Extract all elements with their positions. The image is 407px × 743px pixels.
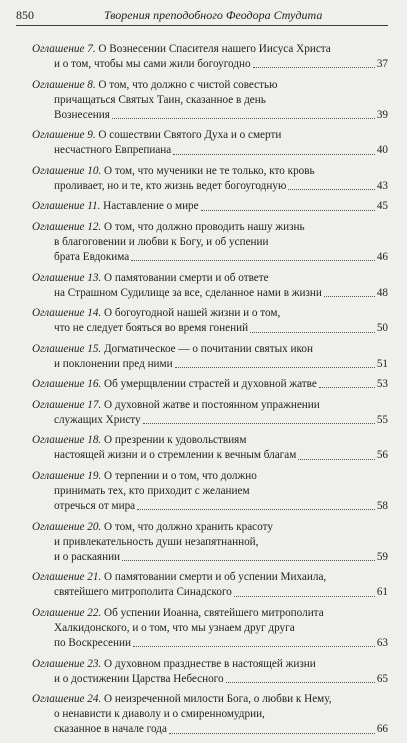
- toc-entry-line: [32, 621, 388, 636]
- toc-entry-line: [32, 57, 388, 72]
- toc-entry-page: 45: [376, 200, 388, 213]
- toc-entry-page: 55: [376, 413, 388, 426]
- toc-entry-line: [32, 657, 388, 672]
- toc-entry-label: Оглашение 11.: [32, 200, 101, 213]
- toc-entry-line: [32, 499, 388, 514]
- toc-entry-label: Оглашение 22.: [32, 606, 102, 619]
- toc-entry-line: [32, 636, 388, 651]
- toc-entry-label: Оглашение 13.: [32, 271, 102, 284]
- toc-entry-line: [32, 520, 388, 535]
- toc-entry-label: Оглашение 7.: [32, 43, 96, 55]
- toc-entry[interactable]: [32, 306, 388, 336]
- toc-entry-line: [32, 342, 388, 357]
- toc-entry-text: О духовной жатве и постоянном упражнении: [104, 398, 320, 411]
- dot-leader: [175, 367, 375, 368]
- dot-leader: [133, 646, 375, 647]
- toc-entry-page: 43: [376, 180, 388, 193]
- toc-entry-page: 51: [376, 357, 388, 370]
- toc-entry-label: Оглашение 8.: [32, 78, 96, 91]
- toc-entry-page: 65: [376, 672, 388, 685]
- toc-entry[interactable]: [32, 271, 388, 301]
- toc-entry-line: [32, 128, 388, 143]
- toc-entry[interactable]: [32, 520, 388, 566]
- toc-entry-text: настоящей жизни и о стремлении к вечным благам: [54, 449, 297, 462]
- toc-entry-label: Оглашение 15.: [32, 342, 102, 355]
- toc-entry-label: Оглашение 19.: [32, 469, 102, 482]
- toc-entry-label: Оглашение 10.: [32, 164, 102, 177]
- toc-entry-text: на Страшном Судилище за все, сделанное нами в жизни: [54, 286, 322, 299]
- toc-entry-line: [32, 606, 388, 621]
- toc-entry-text: что не следует бояться во время гонений: [54, 322, 249, 335]
- toc-entry-line: [32, 723, 388, 738]
- toc-entry-label: Оглашение 12.: [32, 220, 102, 233]
- toc-entry-line: [32, 220, 388, 235]
- toc-entry-line: [32, 377, 388, 392]
- dot-leader: [253, 67, 375, 68]
- toc-entry-text: по Воскресении: [54, 637, 131, 650]
- toc-entry-line: [32, 179, 388, 194]
- dot-leader: [288, 189, 375, 190]
- toc-entry-line: [32, 570, 388, 585]
- toc-entry-line: [32, 707, 388, 722]
- toc-entry-line: [32, 42, 388, 57]
- toc-entry-line: [32, 235, 388, 250]
- toc-entry[interactable]: [32, 606, 388, 652]
- toc-entry[interactable]: [32, 199, 388, 214]
- running-title: Творения преподобного Феодора Студита: [104, 8, 323, 22]
- toc-entry-page: 58: [376, 500, 388, 513]
- toc-entry-text: Догматическое — о почитании святых икон: [104, 342, 313, 355]
- dot-leader: [319, 387, 375, 388]
- toc-entry-text: О сошествии Святого Духа и о смерти: [98, 129, 282, 142]
- toc-entry-line: [32, 550, 388, 565]
- toc-entry-text: О богоугодной нашей жизни и о том,: [104, 307, 281, 320]
- toc-entry-text: О том, что мученики не те только, кто кровь: [104, 164, 315, 177]
- toc-entry-text: и о том, чтобы мы сами жили богоугодно: [54, 58, 251, 71]
- toc-entry-text: и поклонении пред ними: [54, 357, 173, 370]
- toc-entry-line: [32, 321, 388, 336]
- toc-entry-page: 50: [376, 322, 388, 335]
- toc-entry[interactable]: [32, 433, 388, 463]
- toc-entry-page: 56: [376, 449, 388, 462]
- toc-entry-text: О терпении и о том, что должно: [104, 469, 257, 482]
- toc-entry-line: [32, 144, 388, 159]
- toc-entry-text: причащаться Святых Таин, сказанное в день: [54, 93, 266, 106]
- dot-leader: [226, 682, 375, 683]
- toc-entry[interactable]: [32, 398, 388, 428]
- toc-entry-text: Наставление о мире: [103, 200, 199, 213]
- toc-entry-label: Оглашение 17.: [32, 398, 102, 411]
- toc-entry-page: 63: [376, 637, 388, 650]
- toc-entry-text: отречься от мира: [54, 500, 136, 513]
- dot-leader: [234, 596, 375, 597]
- dot-leader: [137, 509, 375, 510]
- dot-leader: [143, 423, 375, 424]
- toc-entry[interactable]: [32, 220, 388, 266]
- toc-entry-text: и о раскаянии: [54, 550, 121, 563]
- toc-entry[interactable]: [32, 128, 388, 158]
- toc-entry-text: О том, что должно проводить нашу жизнь: [104, 220, 305, 233]
- toc-entry-text: сказанное в начале года: [54, 723, 167, 736]
- dot-leader: [122, 560, 375, 561]
- toc-entry-line: [32, 357, 388, 372]
- toc-entry-line: [32, 535, 388, 550]
- toc-entry-line: [32, 469, 388, 484]
- dot-leader: [201, 210, 375, 211]
- toc-entry-page: 39: [376, 108, 388, 121]
- toc-entry-text: служащих Христу: [54, 413, 141, 426]
- toc-entry[interactable]: [32, 657, 388, 687]
- toc-entry-text: о ненависти к диаволу и о смиренномудрии,: [54, 708, 265, 721]
- toc-entry-text: проливает, но и те, кто жизнь ведет богоугодную: [54, 180, 287, 193]
- toc-entry-line: [32, 398, 388, 413]
- toc-entry-line: [32, 286, 388, 301]
- page-number: 850: [16, 8, 34, 22]
- toc-entry-page: 37: [376, 58, 388, 71]
- toc-entry-text: и привлекательность души незапятнанной,: [54, 535, 259, 548]
- toc-entry[interactable]: [32, 570, 388, 600]
- toc-entry-label: Оглашение 9.: [32, 129, 96, 142]
- toc-entry-page: 66: [376, 723, 388, 736]
- toc-entry-text: святейшего митрополита Синадского: [54, 586, 232, 599]
- dot-leader: [173, 154, 375, 155]
- toc-entry-label: Оглашение 16.: [32, 378, 102, 391]
- toc-entry-line: [32, 78, 388, 93]
- toc-entry-line: [32, 164, 388, 179]
- toc-entry-line: [32, 448, 388, 463]
- toc-entry-page: 61: [376, 586, 388, 599]
- toc-entry-text: О памятовании смерти и об успении Михаила,: [104, 571, 327, 584]
- running-header: [16, 6, 388, 24]
- toc-entry[interactable]: [32, 469, 388, 515]
- toc-entry-line: [32, 306, 388, 321]
- toc-entry-text: Об умерщвлении страстей и духовной жатве: [104, 378, 317, 391]
- toc-entry[interactable]: [32, 78, 388, 124]
- toc-entry-label: Оглашение 24.: [32, 693, 102, 706]
- toc-entry-line: [32, 93, 388, 108]
- table-of-contents: [32, 42, 388, 743]
- toc-entry-page: 53: [376, 378, 388, 391]
- header-rule: [16, 25, 388, 26]
- toc-entry-line: [32, 484, 388, 499]
- toc-entry-text: в благоговении и любви к Богу, и об успении: [54, 236, 269, 248]
- toc-entry-label: Оглашение 18.: [32, 434, 102, 447]
- toc-entry-label: Оглашение 21.: [32, 571, 102, 584]
- toc-entry-page: 48: [376, 286, 388, 299]
- toc-entry-line: [32, 108, 388, 123]
- toc-entry-page: 59: [376, 550, 388, 563]
- toc-entry[interactable]: [32, 42, 388, 72]
- toc-entry-text: О презрении к удовольствиям: [104, 434, 247, 447]
- toc-entry-line: [32, 433, 388, 448]
- toc-entry-text: О Вознесении Спасителя нашего Иисуса Христа: [98, 43, 331, 55]
- toc-entry-page: 40: [376, 144, 388, 157]
- dot-leader: [131, 260, 375, 261]
- dot-leader: [324, 296, 375, 297]
- toc-entry-line: [32, 199, 388, 214]
- toc-entry[interactable]: [32, 342, 388, 372]
- toc-entry[interactable]: [32, 377, 388, 392]
- dot-leader: [169, 733, 375, 734]
- toc-entry-text: и о достижении Царства Небесного: [54, 672, 224, 685]
- toc-entry-text: Об успении Иоанна, святейшего митрополита: [104, 606, 324, 619]
- toc-entry-text: О памятовании смерти и об ответе: [104, 271, 269, 284]
- toc-entry-text: принимать тех, кто приходит с желанием: [54, 484, 250, 497]
- toc-entry-page: 46: [376, 251, 388, 264]
- toc-entry-text: О духовном празднестве в настоящей жизни: [104, 657, 316, 670]
- toc-entry-line: [32, 413, 388, 428]
- toc-entry[interactable]: [32, 164, 388, 194]
- toc-entry-label: Оглашение 20.: [32, 520, 102, 533]
- toc-entry-line: [32, 692, 388, 707]
- toc-entry-text: Вознесения: [54, 108, 110, 121]
- toc-entry-text: О том, что должно хранить красоту: [104, 520, 273, 533]
- toc-entry-text: О том, что должно с чистой совестью: [98, 78, 278, 91]
- toc-entry-line: [32, 585, 388, 600]
- toc-entry-line: [32, 672, 388, 687]
- toc-entry-line: [32, 271, 388, 286]
- toc-entry-line: [32, 250, 388, 265]
- toc-entry-text: О неизреченной милости Бога, о любви к Нему,: [104, 693, 332, 706]
- toc-entry-text: Халкидонского, и о том, что мы узнаем друг друга: [54, 622, 295, 634]
- dot-leader: [250, 332, 375, 333]
- toc-entry-label: Оглашение 23.: [32, 657, 102, 670]
- toc-entry-text: несчастного Евпрепиана: [54, 144, 172, 157]
- dot-leader: [112, 118, 375, 119]
- toc-entry-text: брата Евдокима: [54, 251, 130, 264]
- toc-entry-label: Оглашение 14.: [32, 307, 102, 320]
- dot-leader: [298, 459, 375, 460]
